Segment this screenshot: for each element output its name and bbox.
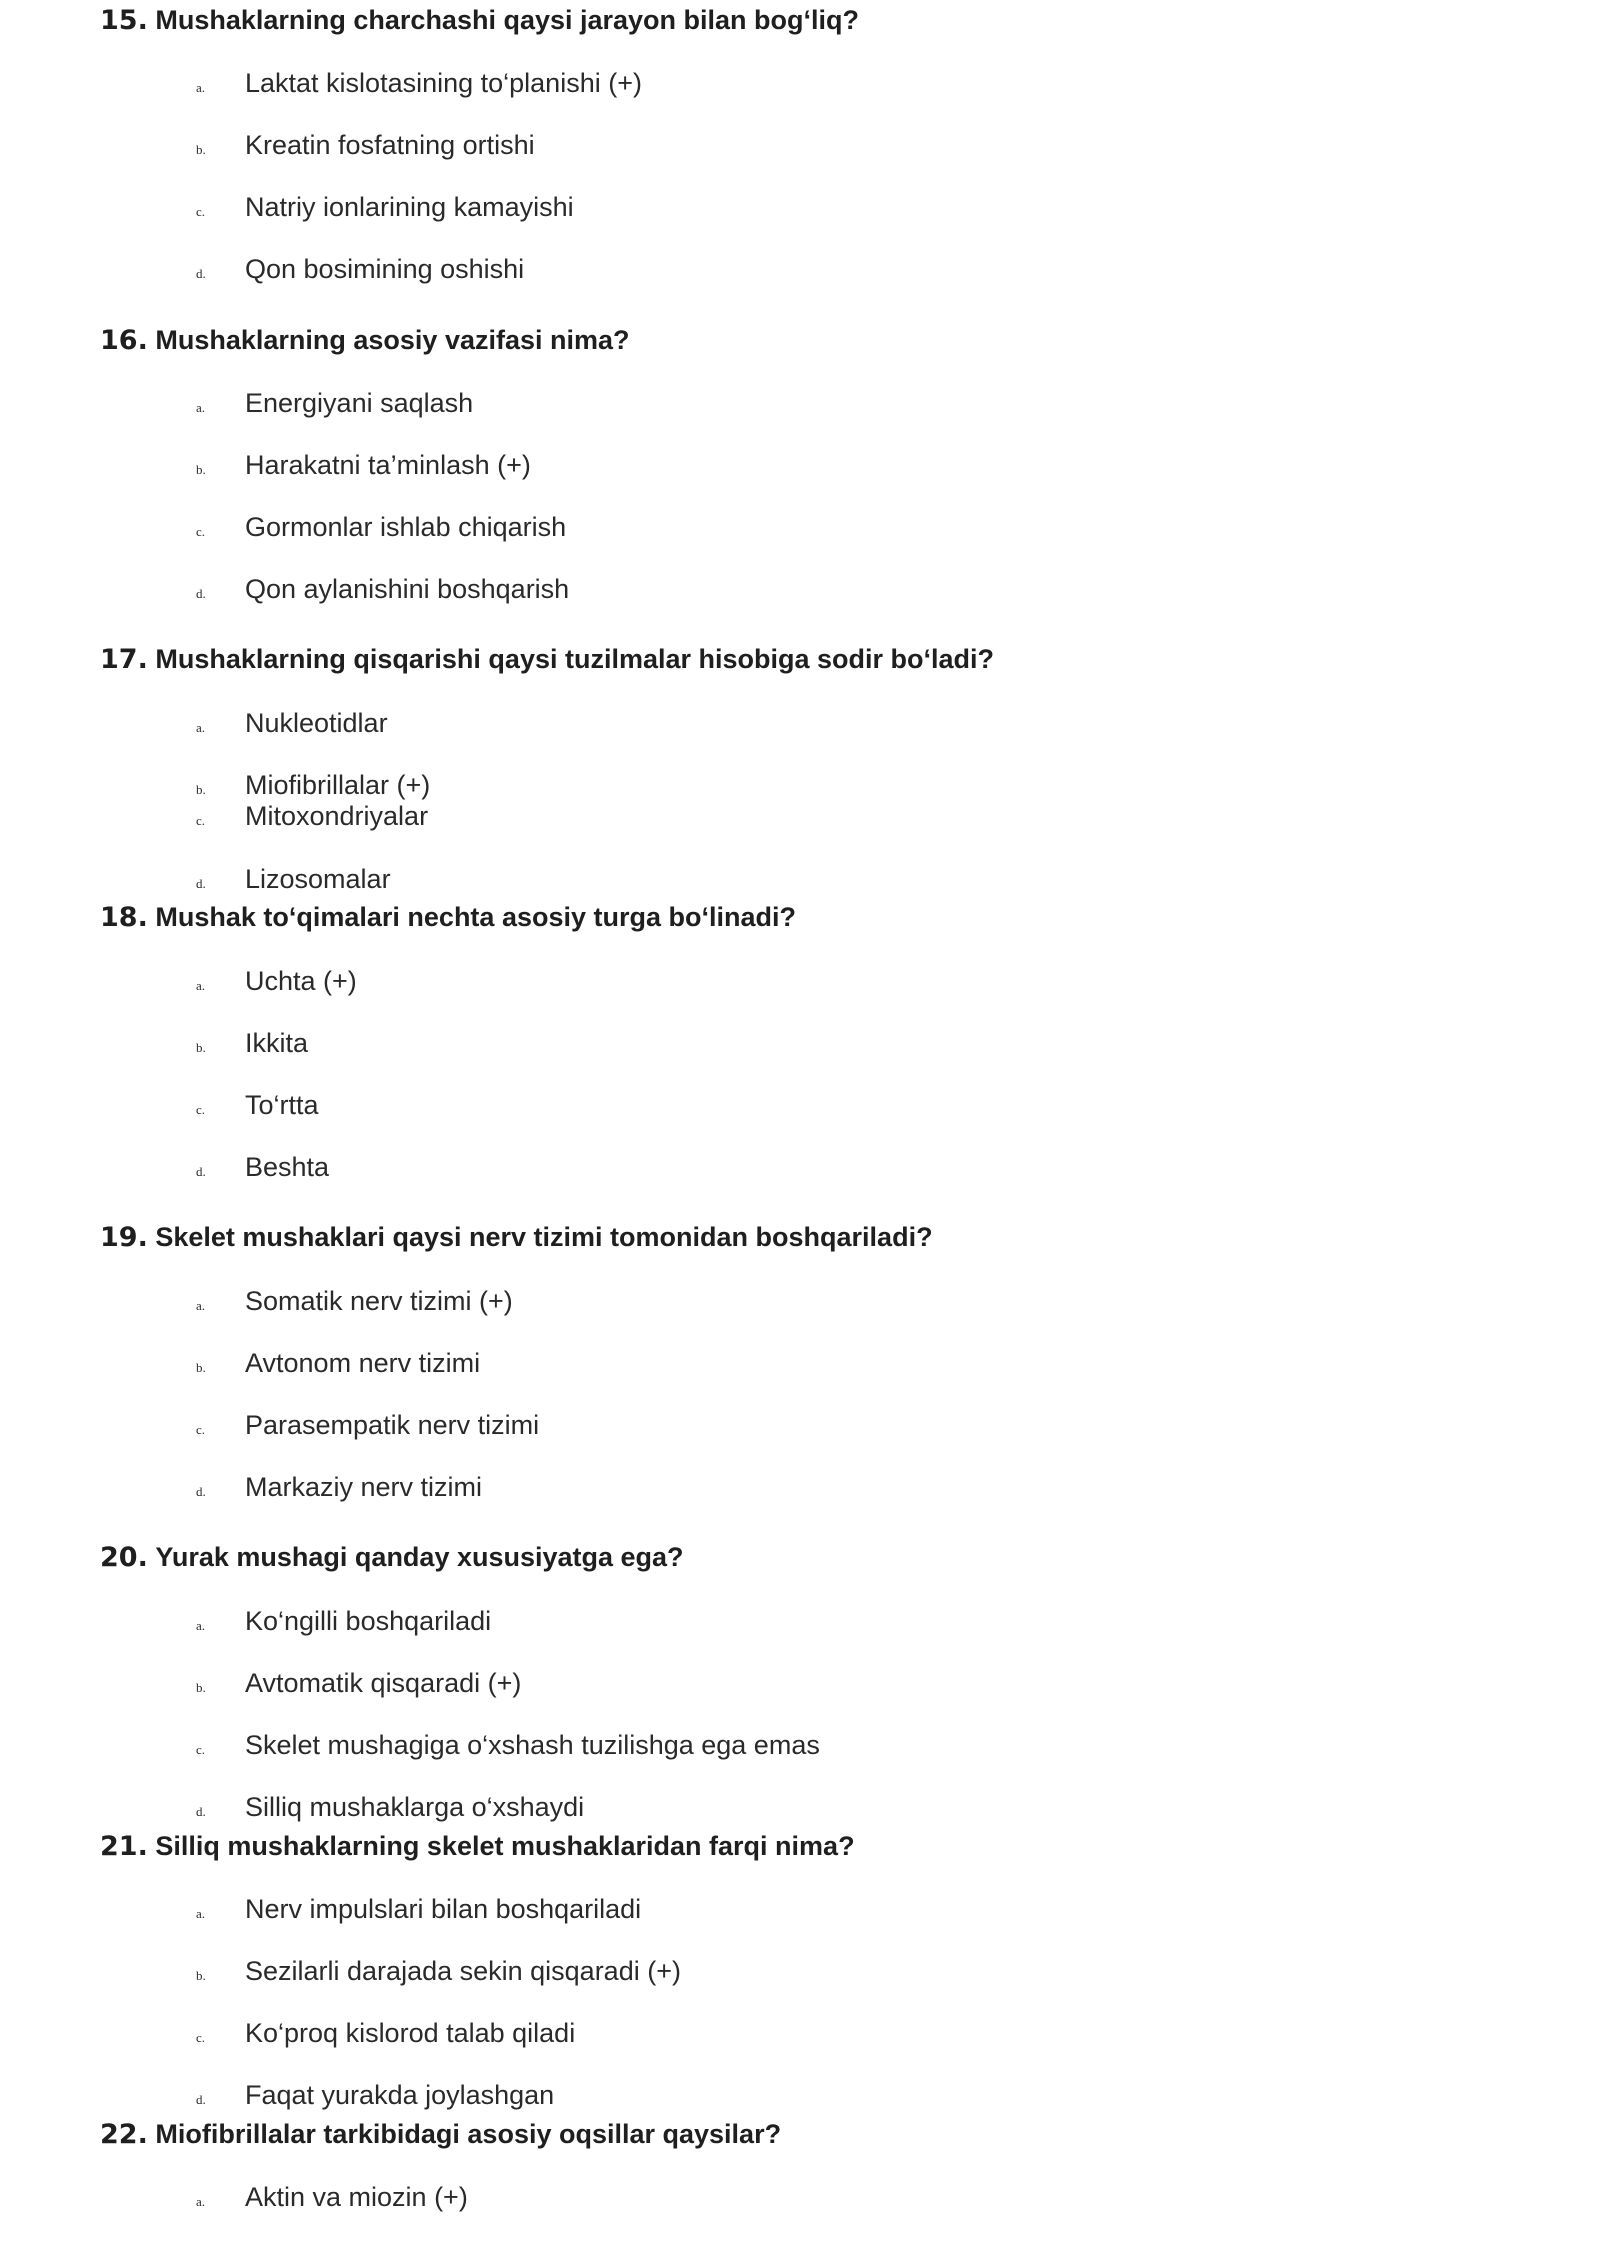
option-18-c (196, 1090, 319, 1126)
option-text: Ko‘ngilli boshqariladi (245, 1606, 492, 1636)
question-19 (100, 1221, 933, 1254)
option-letter: a. (196, 80, 206, 95)
option-letter: b. (196, 142, 206, 157)
option-text: Nerv impulslari bilan boshqariladi (245, 1894, 642, 1924)
option-19-b (196, 1348, 480, 1384)
option-text: Skelet mushagiga o‘xshash tuzilishga ega emas (245, 1730, 820, 1760)
option-text: Faqat yurakda joylashgan (245, 2080, 555, 2110)
option-text: Natriy ionlarining kamayishi (245, 192, 574, 222)
option-21-a (196, 1894, 641, 1930)
question-18 (100, 901, 796, 934)
question-text: Mushaklarning asosiy vazifasi nima? (155, 325, 630, 355)
option-letter: c. (196, 524, 206, 539)
option-15-b (196, 130, 535, 166)
option-letter: b. (196, 782, 206, 797)
question-text: Mushaklarning charchashi qaysi jarayon bilan bog‘liq? (155, 5, 860, 35)
option-letter: d. (196, 586, 206, 601)
option-letter: a. (196, 400, 206, 415)
option-letter: d. (196, 1804, 206, 1819)
question-text: Mushaklarning qisqarishi qaysi tuzilmalar hisobiga sodir bo‘ladi? (155, 644, 995, 674)
question-number: 22. (100, 2119, 148, 2150)
option-text: Kreatin fosfatning ortishi (245, 130, 535, 160)
option-letter: b. (196, 1040, 206, 1055)
question-text: Miofibrillalar tarkibidagi asosiy oqsillar qaysilar? (155, 2119, 782, 2149)
question-number: 19. (100, 1222, 148, 1253)
option-text: Ikkita (245, 1028, 309, 1058)
option-letter: c. (196, 2030, 206, 2045)
question-number: 20. (100, 1542, 148, 1573)
option-text: Miofibrillalar (+) (245, 770, 431, 800)
option-text: Qon bosimining oshishi (245, 254, 525, 284)
option-text: Avtonom nerv tizimi (245, 1348, 481, 1378)
question-22 (100, 2118, 781, 2151)
question-number: 21. (100, 1831, 148, 1862)
option-16-d (196, 574, 569, 610)
option-letter: c. (196, 1102, 206, 1117)
option-letter: b. (196, 1968, 206, 1983)
option-20-a (196, 1606, 491, 1642)
option-letter: a. (196, 1618, 206, 1633)
option-21-d (196, 2080, 554, 2116)
question-16 (100, 324, 630, 357)
option-text: Beshta (245, 1152, 330, 1182)
question-21 (100, 1830, 855, 1863)
option-17-c (196, 801, 428, 837)
question-text: Skelet mushaklari qaysi nerv tizimi tomonidan boshqariladi? (155, 1222, 933, 1252)
option-text: Harakatni ta’minlash (+) (245, 450, 531, 480)
option-letter: d. (196, 1484, 206, 1499)
question-text: Yurak mushagi qanday xususiyatga ega? (155, 1542, 684, 1572)
option-16-a (196, 388, 473, 424)
option-letter: b. (196, 462, 206, 477)
question-20 (100, 1541, 684, 1574)
option-letter: c. (196, 1742, 206, 1757)
option-20-c (196, 1730, 820, 1766)
question-17 (100, 643, 994, 676)
option-letter: d. (196, 2092, 206, 2107)
question-text: Silliq mushaklarning skelet mushaklaridan farqi nima? (155, 1831, 855, 1861)
option-text: Silliq mushaklarga o‘xshaydi (245, 1792, 585, 1822)
option-letter: a. (196, 720, 206, 735)
option-text: Parasempatik nerv tizimi (245, 1410, 540, 1440)
option-letter: b. (196, 1680, 206, 1695)
option-19-c (196, 1410, 539, 1446)
option-17-a (196, 708, 388, 744)
option-15-c (196, 192, 574, 228)
option-19-a (196, 1286, 513, 1322)
option-text: Lizosomalar (245, 864, 391, 894)
option-text: Aktin va miozin (+) (245, 2182, 468, 2212)
option-letter: d. (196, 876, 206, 891)
option-19-d (196, 1472, 482, 1508)
question-text: Mushak to‘qimalari nechta asosiy turga bo‘linadi? (155, 902, 796, 932)
option-letter: a. (196, 2194, 206, 2209)
question-15 (100, 4, 859, 37)
option-18-d (196, 1152, 329, 1188)
option-letter: c. (196, 813, 206, 828)
option-text: Ko‘proq kislorod talab qiladi (245, 2018, 576, 2048)
option-letter: d. (196, 1164, 206, 1179)
question-number: 17. (100, 644, 148, 675)
option-20-b (196, 1668, 521, 1704)
question-number: 15. (100, 5, 148, 36)
option-text: Sezilarli darajada sekin qisqaradi (+) (245, 1956, 681, 1986)
option-text: Avtomatik qisqaradi (+) (245, 1668, 522, 1698)
option-15-d (196, 254, 524, 290)
option-text: Somatik nerv tizimi (+) (245, 1286, 513, 1316)
option-letter: d. (196, 266, 206, 281)
option-15-a (196, 68, 642, 104)
option-text: Markaziy nerv tizimi (245, 1472, 483, 1502)
option-21-b (196, 1956, 681, 1992)
option-letter: c. (196, 204, 206, 219)
option-text: Qon aylanishini boshqarish (245, 574, 570, 604)
option-21-c (196, 2018, 575, 2054)
option-text: Nukleotidlar (245, 708, 388, 738)
option-text: Energiyani saqlash (245, 388, 474, 418)
option-letter: a. (196, 1298, 206, 1313)
option-18-a (196, 966, 357, 1002)
option-letter: c. (196, 1422, 206, 1437)
option-16-c (196, 512, 566, 548)
option-22-a (196, 2182, 468, 2218)
option-17-d (196, 864, 391, 900)
question-number: 18. (100, 902, 148, 933)
option-text: Gormonlar ishlab chiqarish (245, 512, 567, 542)
option-20-d (196, 1792, 584, 1828)
option-text: Uchta (+) (245, 966, 357, 996)
option-text: To‘rtta (245, 1090, 319, 1120)
option-letter: a. (196, 1906, 206, 1921)
option-text: Mitoxondriyalar (245, 801, 429, 831)
option-18-b (196, 1028, 308, 1064)
option-text: Laktat kislotasining to‘planishi (+) (245, 68, 642, 98)
option-16-b (196, 450, 531, 486)
option-letter: a. (196, 978, 206, 993)
question-number: 16. (100, 325, 148, 356)
option-letter: b. (196, 1360, 206, 1375)
